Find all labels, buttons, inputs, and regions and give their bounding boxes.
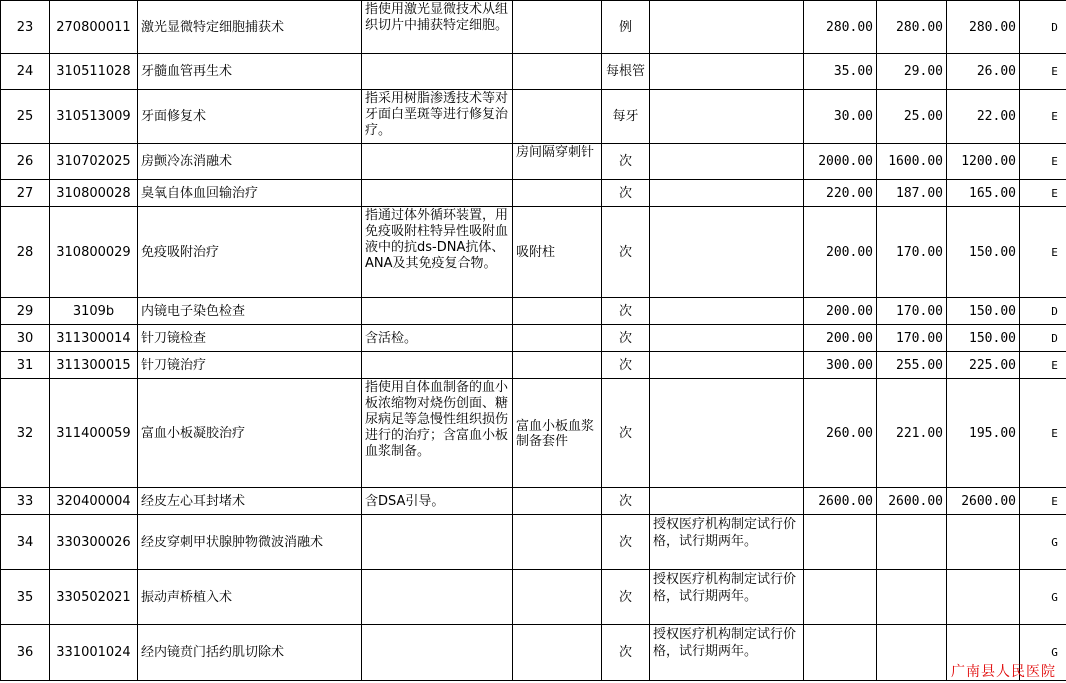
price-level-3: 26.00: [947, 54, 1020, 90]
item-code: 310702025: [50, 144, 138, 180]
item-code: 310511028: [50, 54, 138, 90]
item-note: [650, 379, 804, 488]
item-name: 激光显微特定细胞捕获术: [138, 1, 362, 54]
price-level-3: 150.00: [947, 207, 1020, 298]
item-unit: 次: [602, 570, 650, 625]
item-exclusions: [513, 488, 602, 515]
price-level-1: 300.00: [804, 352, 877, 379]
item-description: 指通过体外循环装置，用免疫吸附柱特异性吸附血液中的抗ds-DNA抗体、ANA及其免疫复合物。: [362, 207, 513, 298]
item-unit: 每牙: [602, 90, 650, 144]
item-name: 牙髓血管再生术: [138, 54, 362, 90]
item-note: [650, 352, 804, 379]
price-level-1: 200.00: [804, 298, 877, 325]
price-level-1: 2000.00: [804, 144, 877, 180]
item-description: [362, 515, 513, 570]
price-level-2: 170.00: [877, 298, 947, 325]
row-number: 32: [1, 379, 50, 488]
table-row: [1, 352, 1066, 379]
item-code: 270800011: [50, 1, 138, 54]
item-class: G: [1020, 625, 1066, 681]
table-row: [1, 180, 1066, 207]
row-number: 30: [1, 325, 50, 352]
price-level-2: 29.00: [877, 54, 947, 90]
item-unit: 次: [602, 379, 650, 488]
item-note: [650, 144, 804, 180]
table-row: [1, 54, 1066, 90]
item-exclusions: [513, 90, 602, 144]
item-description: [362, 625, 513, 681]
item-exclusions: 房间隔穿刺针: [513, 144, 602, 180]
item-class: G: [1020, 515, 1066, 570]
price-level-3: 1200.00: [947, 144, 1020, 180]
price-level-1: 2600.00: [804, 488, 877, 515]
item-description: [362, 570, 513, 625]
item-note: [650, 90, 804, 144]
item-note: [650, 1, 804, 54]
item-code: 310800029: [50, 207, 138, 298]
price-level-2: 170.00: [877, 207, 947, 298]
item-note: 授权医疗机构制定试行价格，试行期两年。: [650, 625, 804, 681]
item-note: [650, 207, 804, 298]
item-code: 320400004: [50, 488, 138, 515]
item-class: E: [1020, 54, 1066, 90]
item-unit: 次: [602, 625, 650, 681]
item-exclusions: [513, 570, 602, 625]
table-row: [1, 488, 1066, 515]
row-number: 26: [1, 144, 50, 180]
price-level-2: 25.00: [877, 90, 947, 144]
item-exclusions: [513, 298, 602, 325]
item-code: 330300026: [50, 515, 138, 570]
price-level-2: [877, 625, 947, 681]
item-code: 311300015: [50, 352, 138, 379]
item-name: 富血小板凝胶治疗: [138, 379, 362, 488]
item-note: 授权医疗机构制定试行价格，试行期两年。: [650, 570, 804, 625]
row-number: 34: [1, 515, 50, 570]
item-name: 牙面修复术: [138, 90, 362, 144]
price-level-1: 200.00: [804, 207, 877, 298]
item-class: E: [1020, 379, 1066, 488]
item-name: 振动声桥植入术: [138, 570, 362, 625]
row-number: 33: [1, 488, 50, 515]
item-description: 含DSA引导。: [362, 488, 513, 515]
table-row: [1, 144, 1066, 180]
table-row: [1, 325, 1066, 352]
item-name: 臭氧自体血回输治疗: [138, 180, 362, 207]
item-class: E: [1020, 180, 1066, 207]
price-level-1: 35.00: [804, 54, 877, 90]
item-note: [650, 298, 804, 325]
price-level-3: 195.00: [947, 379, 1020, 488]
item-description: [362, 298, 513, 325]
table-row: [1, 298, 1066, 325]
item-description: 含活检。: [362, 325, 513, 352]
item-code: 311300014: [50, 325, 138, 352]
price-level-3: 150.00: [947, 298, 1020, 325]
item-class: D: [1020, 298, 1066, 325]
hospital-watermark: 广南县人民医院: [951, 664, 1056, 680]
item-description: 指使用自体血制备的血小板浓缩物对烧伤创面、糖尿病足等急慢性组织损伤进行的治疗；含富血小板血浆制备。: [362, 379, 513, 488]
row-number: 29: [1, 298, 50, 325]
price-level-1: 280.00: [804, 1, 877, 54]
table-row: [1, 90, 1066, 144]
price-level-2: 280.00: [877, 1, 947, 54]
row-number: 27: [1, 180, 50, 207]
item-class: E: [1020, 488, 1066, 515]
price-level-2: 255.00: [877, 352, 947, 379]
item-exclusions: [513, 54, 602, 90]
item-unit: 例: [602, 1, 650, 54]
price-level-1: 30.00: [804, 90, 877, 144]
item-unit: 次: [602, 325, 650, 352]
table-row: [1, 570, 1066, 625]
price-level-3: 165.00: [947, 180, 1020, 207]
item-unit: 每根管: [602, 54, 650, 90]
item-code: 330502021: [50, 570, 138, 625]
item-class: G: [1020, 570, 1066, 625]
item-unit: 次: [602, 352, 650, 379]
price-level-1: [804, 515, 877, 570]
price-level-2: [877, 570, 947, 625]
table-row: [1, 625, 1066, 681]
price-level-2: [877, 515, 947, 570]
item-class: E: [1020, 207, 1066, 298]
row-number: 24: [1, 54, 50, 90]
item-name: 经皮穿刺甲状腺肿物微波消融术: [138, 515, 362, 570]
price-level-3: 280.00: [947, 1, 1020, 54]
item-note: [650, 325, 804, 352]
price-level-2: 2600.00: [877, 488, 947, 515]
item-unit: 次: [602, 180, 650, 207]
price-level-2: 187.00: [877, 180, 947, 207]
price-level-3: [947, 515, 1020, 570]
item-code: 331001024: [50, 625, 138, 681]
table-row: [1, 379, 1066, 488]
item-name: 经皮左心耳封堵术: [138, 488, 362, 515]
item-name: 免疫吸附治疗: [138, 207, 362, 298]
item-exclusions: 富血小板血浆制备套件: [513, 379, 602, 488]
item-description: 指使用激光显微技术从组织切片中捕获特定细胞。: [362, 1, 513, 54]
row-number: 31: [1, 352, 50, 379]
table-body: [1, 1, 1066, 681]
item-name: 针刀镜治疗: [138, 352, 362, 379]
row-number: 23: [1, 1, 50, 54]
item-exclusions: [513, 180, 602, 207]
item-unit: 次: [602, 298, 650, 325]
table-row: [1, 207, 1066, 298]
item-description: [362, 180, 513, 207]
item-unit: 次: [602, 488, 650, 515]
item-description: 指采用树脂渗透技术等对牙面白垩斑等进行修复治疗。: [362, 90, 513, 144]
item-description: [362, 144, 513, 180]
item-note: [650, 54, 804, 90]
item-code: 310513009: [50, 90, 138, 144]
item-note: [650, 488, 804, 515]
price-level-1: 260.00: [804, 379, 877, 488]
table-row: [1, 515, 1066, 570]
row-number: 28: [1, 207, 50, 298]
item-unit: 次: [602, 515, 650, 570]
price-level-3: 225.00: [947, 352, 1020, 379]
price-level-3: 150.00: [947, 325, 1020, 352]
item-class: E: [1020, 144, 1066, 180]
item-class: E: [1020, 352, 1066, 379]
table-row: [1, 1, 1066, 54]
item-unit: 次: [602, 207, 650, 298]
price-level-3: 2600.00: [947, 488, 1020, 515]
item-description: [362, 54, 513, 90]
item-exclusions: [513, 1, 602, 54]
item-exclusions: 吸附柱: [513, 207, 602, 298]
item-exclusions: [513, 625, 602, 681]
item-exclusions: [513, 352, 602, 379]
price-level-1: [804, 570, 877, 625]
row-number: 35: [1, 570, 50, 625]
item-class: D: [1020, 325, 1066, 352]
item-code: 3109b: [50, 298, 138, 325]
item-note: 授权医疗机构制定试行价格，试行期两年。: [650, 515, 804, 570]
item-name: 内镜电子染色检查: [138, 298, 362, 325]
price-level-2: 221.00: [877, 379, 947, 488]
item-code: 311400059: [50, 379, 138, 488]
price-level-3: [947, 570, 1020, 625]
item-unit: 次: [602, 144, 650, 180]
price-level-1: 220.00: [804, 180, 877, 207]
item-name: 房颤冷冻消融术: [138, 144, 362, 180]
price-level-3: 22.00: [947, 90, 1020, 144]
item-name: 针刀镜检查: [138, 325, 362, 352]
item-class: E: [1020, 90, 1066, 144]
item-code: 310800028: [50, 180, 138, 207]
row-number: 36: [1, 625, 50, 681]
item-note: [650, 180, 804, 207]
row-number: 25: [1, 90, 50, 144]
price-level-1: [804, 625, 877, 681]
item-exclusions: [513, 325, 602, 352]
price-level-2: 1600.00: [877, 144, 947, 180]
item-name: 经内镜贲门括约肌切除术: [138, 625, 362, 681]
price-level-2: 170.00: [877, 325, 947, 352]
item-exclusions: [513, 515, 602, 570]
item-description: [362, 352, 513, 379]
price-level-1: 200.00: [804, 325, 877, 352]
item-class: D: [1020, 1, 1066, 54]
